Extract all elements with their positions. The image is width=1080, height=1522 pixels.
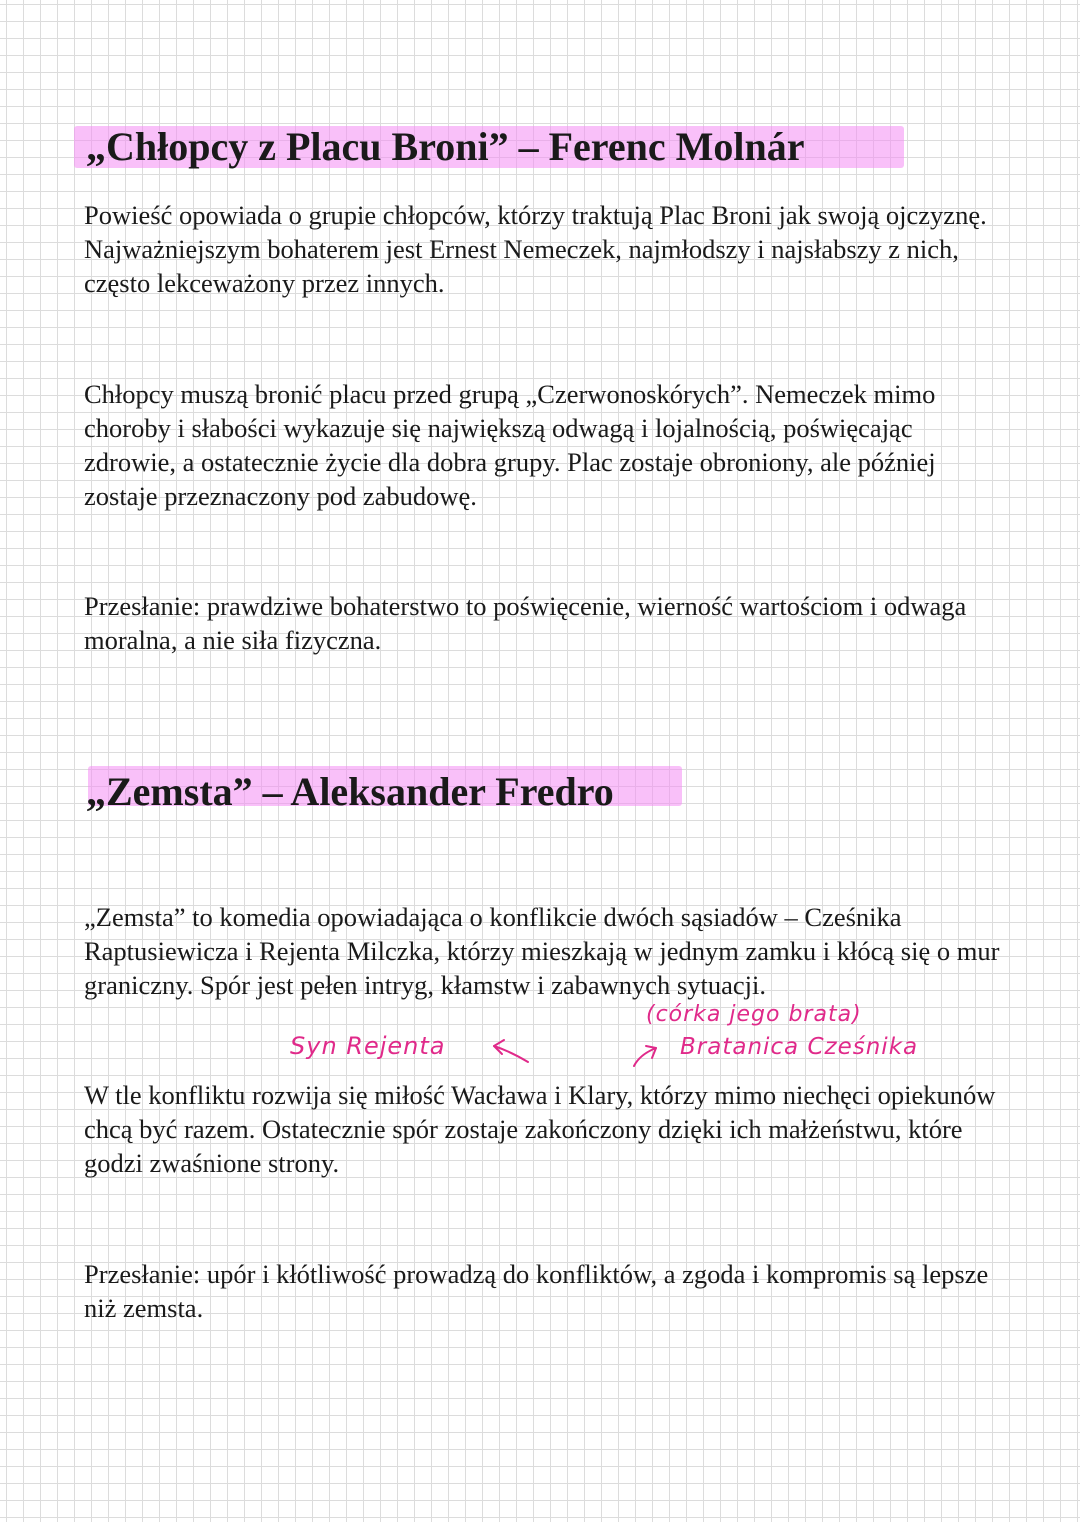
section-2-title: „Zemsta” – Aleksander Fredro — [86, 769, 614, 814]
section-2-paragraph-1: „Zemsta” to komedia opowiadająca o konflikcie dwóch sąsiadów – Cześnika Raptusiewicza i Rejenta Milczka, którzy mieszkają w jednym zamku i kłócą się o mur graniczny. Spór jest pełen intryg, kłamstw i zabawnych sytuacji. — [84, 902, 1000, 1000]
section-1-paragraph-3: Przesłanie: prawdziwe bohaterstwo to poświęcenie, wierność wartościom i odwaga moralna, a nie siła fizyczna. — [84, 591, 967, 655]
section-2-paragraph-3: Przesłanie: upór i kłótliwość prowadzą do konfliktów, a zgoda i kompromis są lepsze niż zemsta. — [84, 1259, 989, 1323]
annotation-bratanica-czesnika: Bratanica Cześnika — [680, 1034, 919, 1060]
section-1-paragraph-1: Powieść opowiada o grupie chłopców, którzy traktują Plac Broni jak swoją ojczyznę. Najważniejszym bohaterem jest Ernest Nemeczek, najmłodszy i najsłabszy z nich, często lekceważony przez innych. — [84, 200, 987, 298]
section-1-paragraph-2: Chłopcy muszą bronić placu przed grupą „Czerwonoskórych”. Nemeczek mimo choroby i słabości wykazuje się największą odwagą i lojalnością, poświęcając zdrowie, a ostatecznie życie dla dobra grupy. Plac zostaje obroniony, ale później zostaje przeznaczony pod zabudowę. — [84, 379, 936, 511]
annotation-syn-rejenta: Syn Rejenta — [290, 1032, 446, 1060]
section-2-paragraph-2: W tle konfliktu rozwija się miłość Wacława i Klary, którzy mimo niechęci opiekunów chcą być razem. Ostatecznie spór zostaje zakończony dzięki ich małżeństwu, które godzi zwaśnione strony. — [84, 1080, 996, 1178]
section-1-title: „Chłopcy z Placu Broni” – Ferenc Molnár — [86, 124, 805, 169]
arrow-up-right-icon — [628, 1036, 664, 1070]
annotation-corka-jego-brata: (córka jego brata) — [646, 1002, 862, 1027]
arrow-up-left-icon — [488, 1034, 536, 1068]
